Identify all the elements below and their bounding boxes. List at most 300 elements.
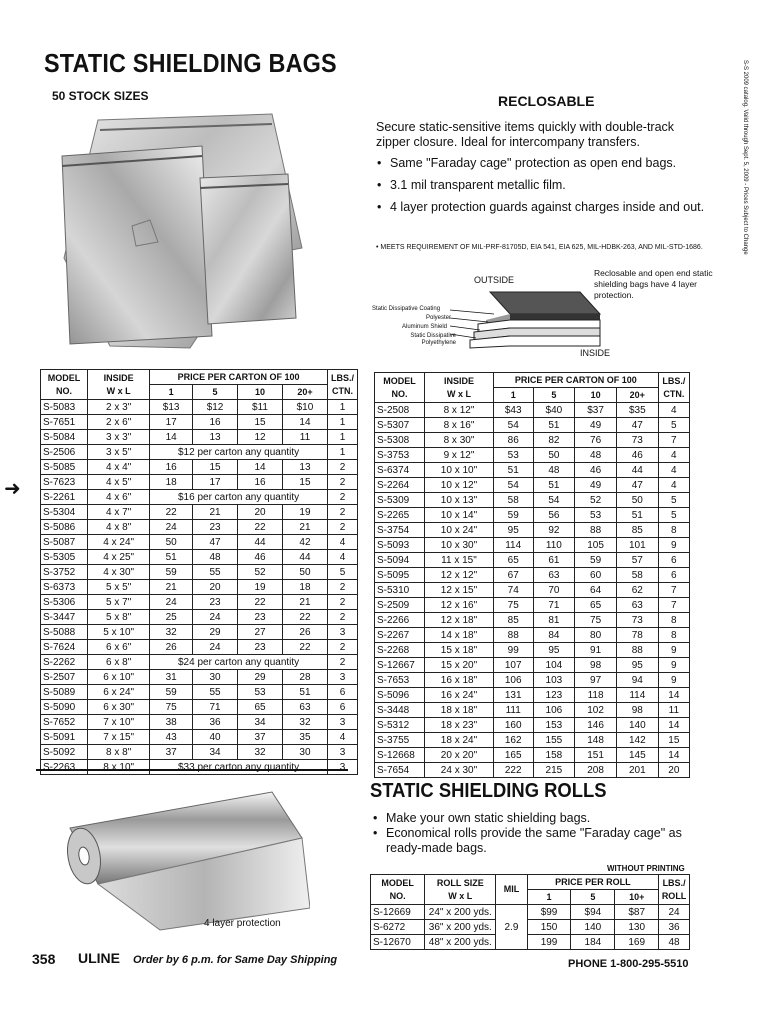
table-cell: 11 xyxy=(658,703,689,718)
table-cell: S-12668 xyxy=(375,748,425,763)
table-cell: 3 xyxy=(327,760,357,775)
model-header: MODEL NO. xyxy=(41,370,88,400)
bags-table-right xyxy=(374,372,690,778)
table-cell: 75 xyxy=(150,700,193,715)
table-cell: 44 xyxy=(616,463,658,478)
table-cell: S-5092 xyxy=(41,745,88,760)
table-cell: S-5083 xyxy=(41,400,88,415)
table-cell: 16 x 24" xyxy=(425,688,494,703)
table-cell: 71 xyxy=(193,700,238,715)
subtitle: 50 STOCK SIZES xyxy=(52,89,149,103)
table-cell: 22 xyxy=(282,610,327,625)
table-row xyxy=(41,685,358,700)
table-cell: 51 xyxy=(150,550,193,565)
table-cell: 2 xyxy=(327,460,357,475)
table-cell: 140 xyxy=(616,718,658,733)
table-cell: 47 xyxy=(193,535,238,550)
bags-photo xyxy=(40,108,340,358)
table-cell: 142 xyxy=(616,733,658,748)
table-cell: 31 xyxy=(150,670,193,685)
table-cell: S-2262 xyxy=(41,655,88,670)
order-note: Order by 6 p.m. for Same Day Shipping xyxy=(133,954,338,966)
table-cell: 91 xyxy=(575,643,617,658)
table-cell: 36 xyxy=(659,920,690,935)
table-cell: S-12667 xyxy=(375,658,425,673)
table-cell: 71 xyxy=(533,598,575,613)
table-row xyxy=(375,478,690,493)
diagram-inside-label: INSIDE xyxy=(580,348,611,358)
table-cell: 8 x 30" xyxy=(425,433,494,448)
table-cell: 54 xyxy=(493,418,533,433)
table-cell: 12 x 16" xyxy=(425,598,494,613)
table-cell: S-5307 xyxy=(375,418,425,433)
table-cell: 2 xyxy=(327,580,357,595)
table-cell: S-5086 xyxy=(41,520,88,535)
table-cell: S-2261 xyxy=(41,490,88,505)
table-cell: $33 per carton any quantity xyxy=(150,760,328,775)
table-cell: 25 xyxy=(150,610,193,625)
table-cell: 23 xyxy=(193,595,238,610)
table-cell: 48 xyxy=(193,550,238,565)
table-cell: 153 xyxy=(533,718,575,733)
table-cell: 30 xyxy=(282,745,327,760)
inside-header: INSIDE W x L xyxy=(88,370,150,400)
table-cell: 26 xyxy=(150,640,193,655)
table-cell: 51 xyxy=(493,463,533,478)
table-cell: 8 x 12" xyxy=(425,403,494,418)
table-cell: 53 xyxy=(575,508,617,523)
table-cell: S-5090 xyxy=(41,700,88,715)
table-cell: S-5089 xyxy=(41,685,88,700)
table-cell: 9 x 12" xyxy=(425,448,494,463)
table-cell: 60 xyxy=(575,568,617,583)
table-cell: 6 xyxy=(658,568,689,583)
table-cell: 32 xyxy=(282,715,327,730)
table-row xyxy=(41,715,358,730)
table-cell: 20 x 20" xyxy=(425,748,494,763)
table-cell: 52 xyxy=(238,565,283,580)
without-printing-label: WITHOUT PRINTING xyxy=(607,864,685,873)
bullet-item: • Economical rolls provide the same "Faraday cage" as ready-made bags. xyxy=(372,826,712,856)
table-cell: 8 x 8" xyxy=(88,745,150,760)
arrow-icon: ➜ xyxy=(4,478,21,500)
table-cell: S-3753 xyxy=(375,448,425,463)
table-row xyxy=(375,523,690,538)
table-cell: 4 x 24" xyxy=(88,535,150,550)
table-cell: 5 x 10" xyxy=(88,625,150,640)
table-cell: 3 x 3" xyxy=(88,430,150,445)
table-cell: 24 xyxy=(659,905,690,920)
table-cell: 2 xyxy=(327,595,357,610)
table-row xyxy=(375,583,690,598)
table-cell: S-7653 xyxy=(375,673,425,688)
table-cell: 118 xyxy=(575,688,617,703)
table-cell: 51 xyxy=(616,508,658,523)
table-cell: 49 xyxy=(575,478,617,493)
table-cell: 36" x 200 yds. xyxy=(425,920,496,935)
table-row xyxy=(41,625,358,640)
table-cell: 19 xyxy=(238,580,283,595)
table-row xyxy=(375,403,690,418)
table-cell: 6 x 24" xyxy=(88,685,150,700)
qty-header: 10 xyxy=(575,388,617,403)
table-cell: 4 x 4" xyxy=(88,460,150,475)
table-cell: 5 xyxy=(658,493,689,508)
table-cell: 103 xyxy=(533,673,575,688)
table-cell: 4 x 25" xyxy=(88,550,150,565)
table-cell: 22 xyxy=(238,520,283,535)
table-cell: 20 xyxy=(193,580,238,595)
table-cell: 73 xyxy=(616,433,658,448)
table-cell: 29 xyxy=(193,625,238,640)
price-header: PRICE PER ROLL xyxy=(527,875,659,890)
table-cell: 15 xyxy=(658,733,689,748)
table-row xyxy=(375,748,690,763)
layer-label: Aluminum Shield xyxy=(402,324,448,330)
table-row xyxy=(375,493,690,508)
table-cell: $10 xyxy=(282,400,327,415)
table-cell: S-5310 xyxy=(375,583,425,598)
table-cell: S-3447 xyxy=(41,610,88,625)
table-cell: S-5093 xyxy=(375,538,425,553)
table-cell: 11 x 15" xyxy=(425,553,494,568)
table-cell: 1 xyxy=(327,415,357,430)
table-cell: 64 xyxy=(575,583,617,598)
table-cell: 6 x 6" xyxy=(88,640,150,655)
table-cell: 59 xyxy=(493,508,533,523)
table-row xyxy=(41,460,358,475)
table-cell: $40 xyxy=(533,403,575,418)
table-cell: 14 xyxy=(658,748,689,763)
table-row xyxy=(41,595,358,610)
table-row xyxy=(375,763,690,778)
qty-header: 10 xyxy=(238,385,283,400)
table-cell: S-5308 xyxy=(375,433,425,448)
table-cell: 2 xyxy=(327,655,357,670)
bullet-item: • Same "Faraday cage" protection as open end bags. xyxy=(376,156,716,171)
table-cell: S-2264 xyxy=(375,478,425,493)
table-cell: 2 xyxy=(327,610,357,625)
table-cell: S-7651 xyxy=(41,415,88,430)
table-cell: 5 xyxy=(658,418,689,433)
mil-header: MIL xyxy=(496,875,527,905)
table-row xyxy=(41,760,358,775)
table-cell: 43 xyxy=(150,730,193,745)
table-cell: 11 xyxy=(282,430,327,445)
table-cell: 22 xyxy=(238,595,283,610)
table-cell: 48 xyxy=(659,935,690,950)
table-cell: 59 xyxy=(150,685,193,700)
page-number: 358 xyxy=(32,951,56,967)
table-cell: 18 xyxy=(150,475,193,490)
inside-header: INSIDE W x L xyxy=(425,373,494,403)
table-cell: 5 xyxy=(658,508,689,523)
table-cell: 20 xyxy=(238,505,283,520)
table-cell: 4 xyxy=(327,730,357,745)
table-row xyxy=(375,658,690,673)
table-cell: 18 x 24" xyxy=(425,733,494,748)
table-row xyxy=(371,905,690,920)
table-row xyxy=(41,730,358,745)
table-cell: 23 xyxy=(193,520,238,535)
table-cell: 54 xyxy=(493,478,533,493)
table-cell: 42 xyxy=(282,535,327,550)
roll-size-header: ROLL SIZE W x L xyxy=(425,875,496,905)
table-cell: $99 xyxy=(527,905,571,920)
table-cell: 74 xyxy=(493,583,533,598)
table-row xyxy=(41,745,358,760)
table-cell: 47 xyxy=(616,418,658,433)
table-cell: 34 xyxy=(238,715,283,730)
table-cell: 199 xyxy=(527,935,571,950)
table-cell: 84 xyxy=(533,628,575,643)
table-cell: S-2268 xyxy=(375,643,425,658)
table-cell: 27 xyxy=(238,625,283,640)
table-cell: 47 xyxy=(616,478,658,493)
table-cell: 7 xyxy=(658,433,689,448)
table-row xyxy=(371,935,690,950)
reclosable-intro: Secure static-sensitive items quickly with double-track zipper closure. Ideal for intercompany transfers. xyxy=(376,120,675,149)
table-cell: 75 xyxy=(493,598,533,613)
table-cell: 2 xyxy=(327,475,357,490)
table-cell: 49 xyxy=(575,418,617,433)
table-cell: 105 xyxy=(575,538,617,553)
table-cell: 32 xyxy=(150,625,193,640)
table-row xyxy=(375,598,690,613)
table-cell: 184 xyxy=(571,935,615,950)
qty-header: 20+ xyxy=(282,385,327,400)
table-cell: 85 xyxy=(616,523,658,538)
table-cell: 8 x 10" xyxy=(88,760,150,775)
table-cell: 14 xyxy=(658,688,689,703)
table-cell: 81 xyxy=(533,613,575,628)
table-cell: 50 xyxy=(616,493,658,508)
table-cell: 15 x 20" xyxy=(425,658,494,673)
table-cell: S-5095 xyxy=(375,568,425,583)
table-row xyxy=(375,433,690,448)
table-cell: 16 x 18" xyxy=(425,673,494,688)
reclosable-heading: RECLOSABLE xyxy=(498,93,595,109)
table-cell: 8 xyxy=(658,628,689,643)
table-cell: 2.9 xyxy=(496,905,527,950)
table-row xyxy=(375,613,690,628)
table-cell: 222 xyxy=(493,763,533,778)
table-row xyxy=(375,418,690,433)
model-header: MODEL NO. xyxy=(371,875,425,905)
table-cell: 3 xyxy=(327,625,357,640)
table-cell: 10 x 14" xyxy=(425,508,494,523)
lbs-header: LBS./ CTN. xyxy=(658,373,689,403)
rolls-table xyxy=(370,874,690,950)
table-cell: 32 xyxy=(238,745,283,760)
table-cell: 97 xyxy=(575,673,617,688)
table-cell: 62 xyxy=(616,583,658,598)
table-cell: 145 xyxy=(616,748,658,763)
table-row xyxy=(375,463,690,478)
table-cell: S-3752 xyxy=(41,565,88,580)
table-cell: 46 xyxy=(238,550,283,565)
table-row xyxy=(375,568,690,583)
table-row xyxy=(41,655,358,670)
table-cell: 140 xyxy=(571,920,615,935)
table-cell: 10 x 24" xyxy=(425,523,494,538)
table-cell: 50 xyxy=(282,565,327,580)
table-cell: 44 xyxy=(238,535,283,550)
table-cell: 26 xyxy=(282,625,327,640)
table-cell: 3 x 5" xyxy=(88,445,150,460)
table-cell: 2 xyxy=(327,505,357,520)
table-cell: 98 xyxy=(575,658,617,673)
table-cell: S-3755 xyxy=(375,733,425,748)
table-cell: 58 xyxy=(493,493,533,508)
table-cell: 18 xyxy=(282,580,327,595)
table-cell: 12 xyxy=(238,430,283,445)
table-cell: 50 xyxy=(150,535,193,550)
table-cell: S-2508 xyxy=(375,403,425,418)
section-divider xyxy=(36,769,348,771)
table-row xyxy=(375,628,690,643)
table-cell: 111 xyxy=(493,703,533,718)
table-cell: 65 xyxy=(493,553,533,568)
table-cell: 80 xyxy=(575,628,617,643)
table-cell: 3 xyxy=(327,670,357,685)
table-cell: 48" x 200 yds. xyxy=(425,935,496,950)
table-cell: 17 xyxy=(150,415,193,430)
table-row xyxy=(375,688,690,703)
table-row xyxy=(375,643,690,658)
table-cell: 46 xyxy=(575,463,617,478)
table-cell: 10 x 10" xyxy=(425,463,494,478)
table-cell: 3 xyxy=(327,745,357,760)
table-cell: 98 xyxy=(616,703,658,718)
table-cell: 16 xyxy=(238,475,283,490)
table-cell: 1 xyxy=(327,445,357,460)
bags-table-left xyxy=(40,369,358,775)
layer-label: Static Dissipative Coating xyxy=(372,306,441,312)
table-cell: 123 xyxy=(533,688,575,703)
table-cell: 148 xyxy=(575,733,617,748)
table-cell: 6 x 10" xyxy=(88,670,150,685)
table-cell: 14 xyxy=(150,430,193,445)
price-header: PRICE PER CARTON OF 100 xyxy=(150,370,328,385)
table-row xyxy=(41,580,358,595)
table-cell: 5 x 5" xyxy=(88,580,150,595)
table-cell: 9 xyxy=(658,673,689,688)
layer-label: Static Dissipative Polyethylene xyxy=(410,333,456,346)
table-cell: 51 xyxy=(282,685,327,700)
table-cell: 95 xyxy=(616,658,658,673)
layer-label: Polyester xyxy=(426,315,452,321)
table-cell: S-5084 xyxy=(41,430,88,445)
table-cell: 7 x 10" xyxy=(88,715,150,730)
table-cell: 59 xyxy=(150,565,193,580)
table-cell: 10 x 13" xyxy=(425,493,494,508)
table-cell: 14 xyxy=(658,718,689,733)
table-cell: S-5304 xyxy=(41,505,88,520)
bullet-item: • 4 layer protection guards against charges inside and out. xyxy=(376,200,716,215)
table-cell: $13 xyxy=(150,400,193,415)
table-cell: 16 xyxy=(150,460,193,475)
table-cell: $24 per carton any quantity xyxy=(150,655,328,670)
table-cell: 15 xyxy=(238,415,283,430)
diagram-outside-label: OUTSIDE xyxy=(474,275,515,285)
table-cell: S-6272 xyxy=(371,920,425,935)
rolls-title: STATIC SHIELDING ROLLS xyxy=(370,780,607,802)
table-cell: 16 xyxy=(193,415,238,430)
brand-logo: ULINE xyxy=(78,950,120,966)
table-cell: 14 xyxy=(238,460,283,475)
table-cell: 63 xyxy=(282,700,327,715)
table-cell: 2 xyxy=(327,640,357,655)
table-cell: 12 x 15" xyxy=(425,583,494,598)
table-cell: S-2263 xyxy=(41,760,88,775)
table-cell: 7 xyxy=(658,598,689,613)
table-cell: 18 x 23" xyxy=(425,718,494,733)
table-row xyxy=(375,508,690,523)
table-cell: 34 xyxy=(193,745,238,760)
table-cell: 23 xyxy=(238,610,283,625)
table-cell: 4 xyxy=(658,478,689,493)
table-cell: 53 xyxy=(238,685,283,700)
table-cell: 76 xyxy=(575,433,617,448)
table-cell: 6 xyxy=(327,700,357,715)
table-cell: 102 xyxy=(575,703,617,718)
table-cell: S-6373 xyxy=(41,580,88,595)
table-cell: 55 xyxy=(193,565,238,580)
table-cell: 12 x 12" xyxy=(425,568,494,583)
table-cell: S-5085 xyxy=(41,460,88,475)
table-cell: 30 xyxy=(193,670,238,685)
table-cell: 24 xyxy=(150,520,193,535)
table-cell: 13 xyxy=(193,430,238,445)
table-row xyxy=(41,670,358,685)
table-cell: S-7624 xyxy=(41,640,88,655)
table-cell: 201 xyxy=(616,763,658,778)
table-cell: 215 xyxy=(533,763,575,778)
table-row xyxy=(41,445,358,460)
table-cell: S-7652 xyxy=(41,715,88,730)
table-cell: 10 x 12" xyxy=(425,478,494,493)
table-cell: S-2507 xyxy=(41,670,88,685)
table-cell: S-5309 xyxy=(375,493,425,508)
table-cell: 36 xyxy=(193,715,238,730)
table-cell: 21 xyxy=(282,595,327,610)
table-cell: 8 x 16" xyxy=(425,418,494,433)
qty-header: 5 xyxy=(193,385,238,400)
qty-header: 1 xyxy=(527,890,571,905)
table-cell: 78 xyxy=(616,628,658,643)
table-cell: 24 xyxy=(193,610,238,625)
table-cell: S-6374 xyxy=(375,463,425,478)
table-cell: 24" x 200 yds. xyxy=(425,905,496,920)
table-cell: 4 x 8" xyxy=(88,520,150,535)
table-cell: 63 xyxy=(616,598,658,613)
table-cell: S-2506 xyxy=(41,445,88,460)
table-cell: 14 xyxy=(282,415,327,430)
table-cell: 15 x 18" xyxy=(425,643,494,658)
table-cell: 130 xyxy=(615,920,659,935)
table-cell: $16 per carton any quantity xyxy=(150,490,328,505)
table-cell: 4 x 30" xyxy=(88,565,150,580)
table-cell: 88 xyxy=(575,523,617,538)
table-cell: S-2267 xyxy=(375,628,425,643)
table-cell: 10 x 30" xyxy=(425,538,494,553)
table-cell: 52 xyxy=(575,493,617,508)
table-cell: 57 xyxy=(616,553,658,568)
table-cell: $87 xyxy=(615,905,659,920)
price-header: PRICE PER CARTON OF 100 xyxy=(493,373,658,388)
table-cell: 50 xyxy=(533,448,575,463)
